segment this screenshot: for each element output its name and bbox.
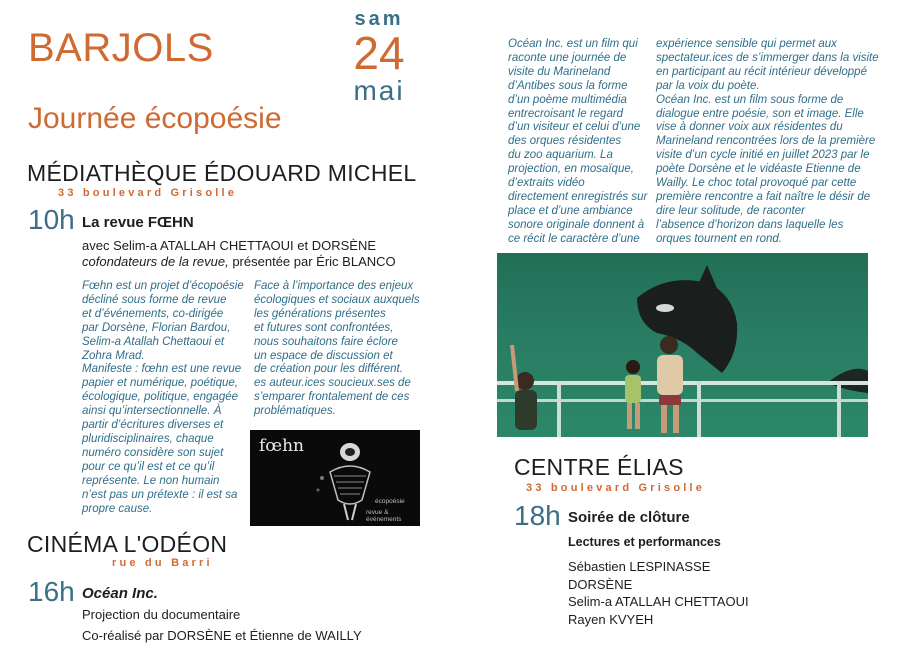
foehn-presenter: présentée par Éric BLANCO bbox=[228, 254, 396, 269]
text-line: décliné sous forme de revue bbox=[82, 293, 227, 306]
text-line: sonore originale donnent à bbox=[508, 218, 645, 231]
text-line: s’emparer frontalement de ces bbox=[254, 391, 410, 404]
text-line: Wailly. Le choc total provoqué par cette bbox=[656, 177, 857, 190]
text-line: Océan Inc. est un film qui bbox=[508, 38, 638, 50]
text-line: directement enregistrés sur bbox=[508, 190, 648, 203]
text-line: place et d’une ambiance bbox=[508, 204, 633, 217]
text-line: de création pour les différent. bbox=[254, 363, 403, 376]
text-line: d’Antibes sous la forme bbox=[508, 79, 628, 92]
text-line: raconte une journée de bbox=[508, 51, 627, 64]
event-title-closing: Soirée de clôture bbox=[568, 509, 690, 526]
hour-16h: 16h bbox=[28, 576, 75, 607]
foehn-description-col2 bbox=[254, 280, 434, 419]
text-line: entrecroisant le regard bbox=[508, 107, 624, 120]
text-line: par Dorsène, Florian Bardou, bbox=[82, 321, 231, 334]
event-title-foehn: La revue FŒHN bbox=[82, 214, 194, 231]
foehn-description-col1 bbox=[82, 280, 247, 516]
text-line: papier et numérique, poétique, bbox=[82, 377, 238, 390]
text-line: d’un poème multimédia bbox=[508, 93, 627, 106]
foehn-role: cofondateurs de la revue, bbox=[82, 254, 229, 269]
text-line: dialogue entre poésie, son et image. Elle bbox=[656, 107, 864, 120]
text-line: Zohra Mrad. bbox=[82, 349, 145, 362]
text-line: poète Dorsène et le vidéaste Etienne de bbox=[656, 163, 861, 176]
text-line: Selim-a Atallah Chettaoui et bbox=[82, 335, 225, 348]
ocean-line1: Projection du documentaire bbox=[82, 607, 241, 622]
text-line: problématiques. bbox=[254, 405, 336, 418]
text-line: d’un visiteur et celui d’une bbox=[508, 121, 641, 134]
text-line: orques tournent en rond. bbox=[656, 232, 782, 245]
text-line: l’absence d’horizon dans laquelle les bbox=[656, 218, 844, 231]
foehn-cover-tag1: écopoésie bbox=[375, 498, 405, 505]
ocean-line2: Co-réalisé par DORSÈNE et Étienne de WAILLY bbox=[82, 628, 362, 643]
venue-odeon-name: CINÉMA L'ODÉON bbox=[27, 531, 228, 557]
text-line: pluridisciplinaires, chaque bbox=[82, 432, 214, 445]
text-line: représente. Le non humain bbox=[82, 474, 220, 487]
date-month: mai bbox=[353, 75, 405, 106]
aquarium-photo bbox=[497, 253, 868, 437]
text-line: les générations présentes bbox=[254, 307, 386, 320]
text-line: ce récit le caractère d’une bbox=[508, 232, 640, 245]
performers-list bbox=[568, 558, 749, 628]
text-line: projection, en mosaïque, bbox=[508, 163, 634, 176]
date-day-name: sam bbox=[354, 8, 404, 30]
closing-subtitle: Lectures et performances bbox=[568, 535, 721, 549]
performer: Sébastien LESPINASSE bbox=[568, 559, 711, 574]
text-line: expérience sensible qui permet aux bbox=[656, 38, 837, 50]
venue-odeon-address: rue du Barri bbox=[112, 557, 213, 569]
text-line: es auteur.ices soucieux.ses de bbox=[254, 377, 411, 390]
text-line: Océan Inc. est un film sous forme de bbox=[656, 93, 844, 106]
text-line: Manifeste : fœhn est une revue bbox=[82, 363, 242, 376]
text-line: par la voix du poète. bbox=[656, 79, 760, 92]
foehn-credits bbox=[82, 253, 422, 270]
aquarium-scene bbox=[497, 253, 868, 437]
text-line: propre cause. bbox=[82, 502, 153, 515]
venue-mediatheque-address: 33 boulevard Grisolle bbox=[58, 187, 238, 199]
text-line: partir d’écritures diverses et bbox=[82, 419, 224, 432]
text-line: ainsi qu’intersectionnelle. À bbox=[82, 405, 222, 418]
text-line: numéro considère son sujet bbox=[82, 446, 224, 459]
text-line: d’extraits vidéo bbox=[508, 177, 585, 190]
text-line: écologiques et sociaux auxquels bbox=[254, 293, 420, 306]
text-line: spectateur.ices de s’immerger dans la visite bbox=[656, 51, 879, 64]
performer: Selim-a ATALLAH CHETTAOUI bbox=[568, 594, 749, 609]
foehn-cover-tag2: revue & événements bbox=[366, 509, 402, 523]
foehn-cover-title: fœhn bbox=[259, 436, 304, 456]
performer: DORSÈNE bbox=[568, 576, 633, 592]
text-line: première rencontre a fait naître le désir de bbox=[656, 190, 871, 203]
text-line: un espace de discussion et bbox=[254, 349, 393, 362]
text-line: Marineland rencontrées lors de la première bbox=[656, 135, 876, 148]
venue-elias-address: 33 boulevard Grisolle bbox=[526, 482, 706, 494]
foehn-guests: avec Selim-a ATALLAH CHETTAOUI et DORSÈNE bbox=[82, 238, 377, 253]
event-subtitle: Journée écopoésie bbox=[28, 102, 282, 135]
venue-elias-name: CENTRE ÉLIAS bbox=[514, 454, 684, 480]
performer: Rayen KVYEH bbox=[568, 611, 654, 627]
text-line: dire leur solitude, de raconter bbox=[656, 204, 805, 217]
foehn-cover-image bbox=[250, 430, 420, 526]
hour-10h: 10h bbox=[28, 204, 75, 235]
city-title: BARJOLS bbox=[28, 26, 214, 70]
text-line: visite d’un cycle initié en juillet 2023 par le bbox=[656, 149, 870, 162]
text-line: du zoo aquarium. La bbox=[508, 149, 613, 162]
text-line: vise à donner voix aux résidentes du bbox=[656, 121, 843, 134]
date-day-number: 24 bbox=[353, 27, 405, 79]
text-line: visite du Marineland bbox=[508, 65, 611, 78]
ocean-description-col2 bbox=[656, 38, 892, 247]
text-line: n’est pas un prétexte : il est sa bbox=[82, 488, 238, 501]
text-line: Fœhn est un projet d’écopoésie bbox=[82, 280, 244, 292]
text-line: Face à l’importance des enjeux bbox=[254, 280, 414, 292]
text-line: pour ce qu’il est et ce qu’il bbox=[82, 460, 215, 473]
text-line: écologique, politique, engagée bbox=[82, 391, 239, 404]
text-line: en participant au récit intérieur développé bbox=[656, 65, 867, 78]
event-title-ocean: Océan Inc. bbox=[82, 585, 158, 602]
ocean-description-col1 bbox=[508, 38, 650, 247]
date-block bbox=[338, 8, 420, 107]
text-line: nous souhaitons faire éclore bbox=[254, 335, 398, 348]
text-line: et d’événements, co-dirigée bbox=[82, 307, 224, 320]
text-line: et futures sont confrontées, bbox=[254, 321, 394, 334]
venue-mediatheque-name: MÉDIATHÈQUE ÉDOUARD MICHEL bbox=[27, 160, 417, 186]
text-line: des orques résidentes bbox=[508, 135, 622, 148]
hour-18h: 18h bbox=[514, 500, 561, 531]
